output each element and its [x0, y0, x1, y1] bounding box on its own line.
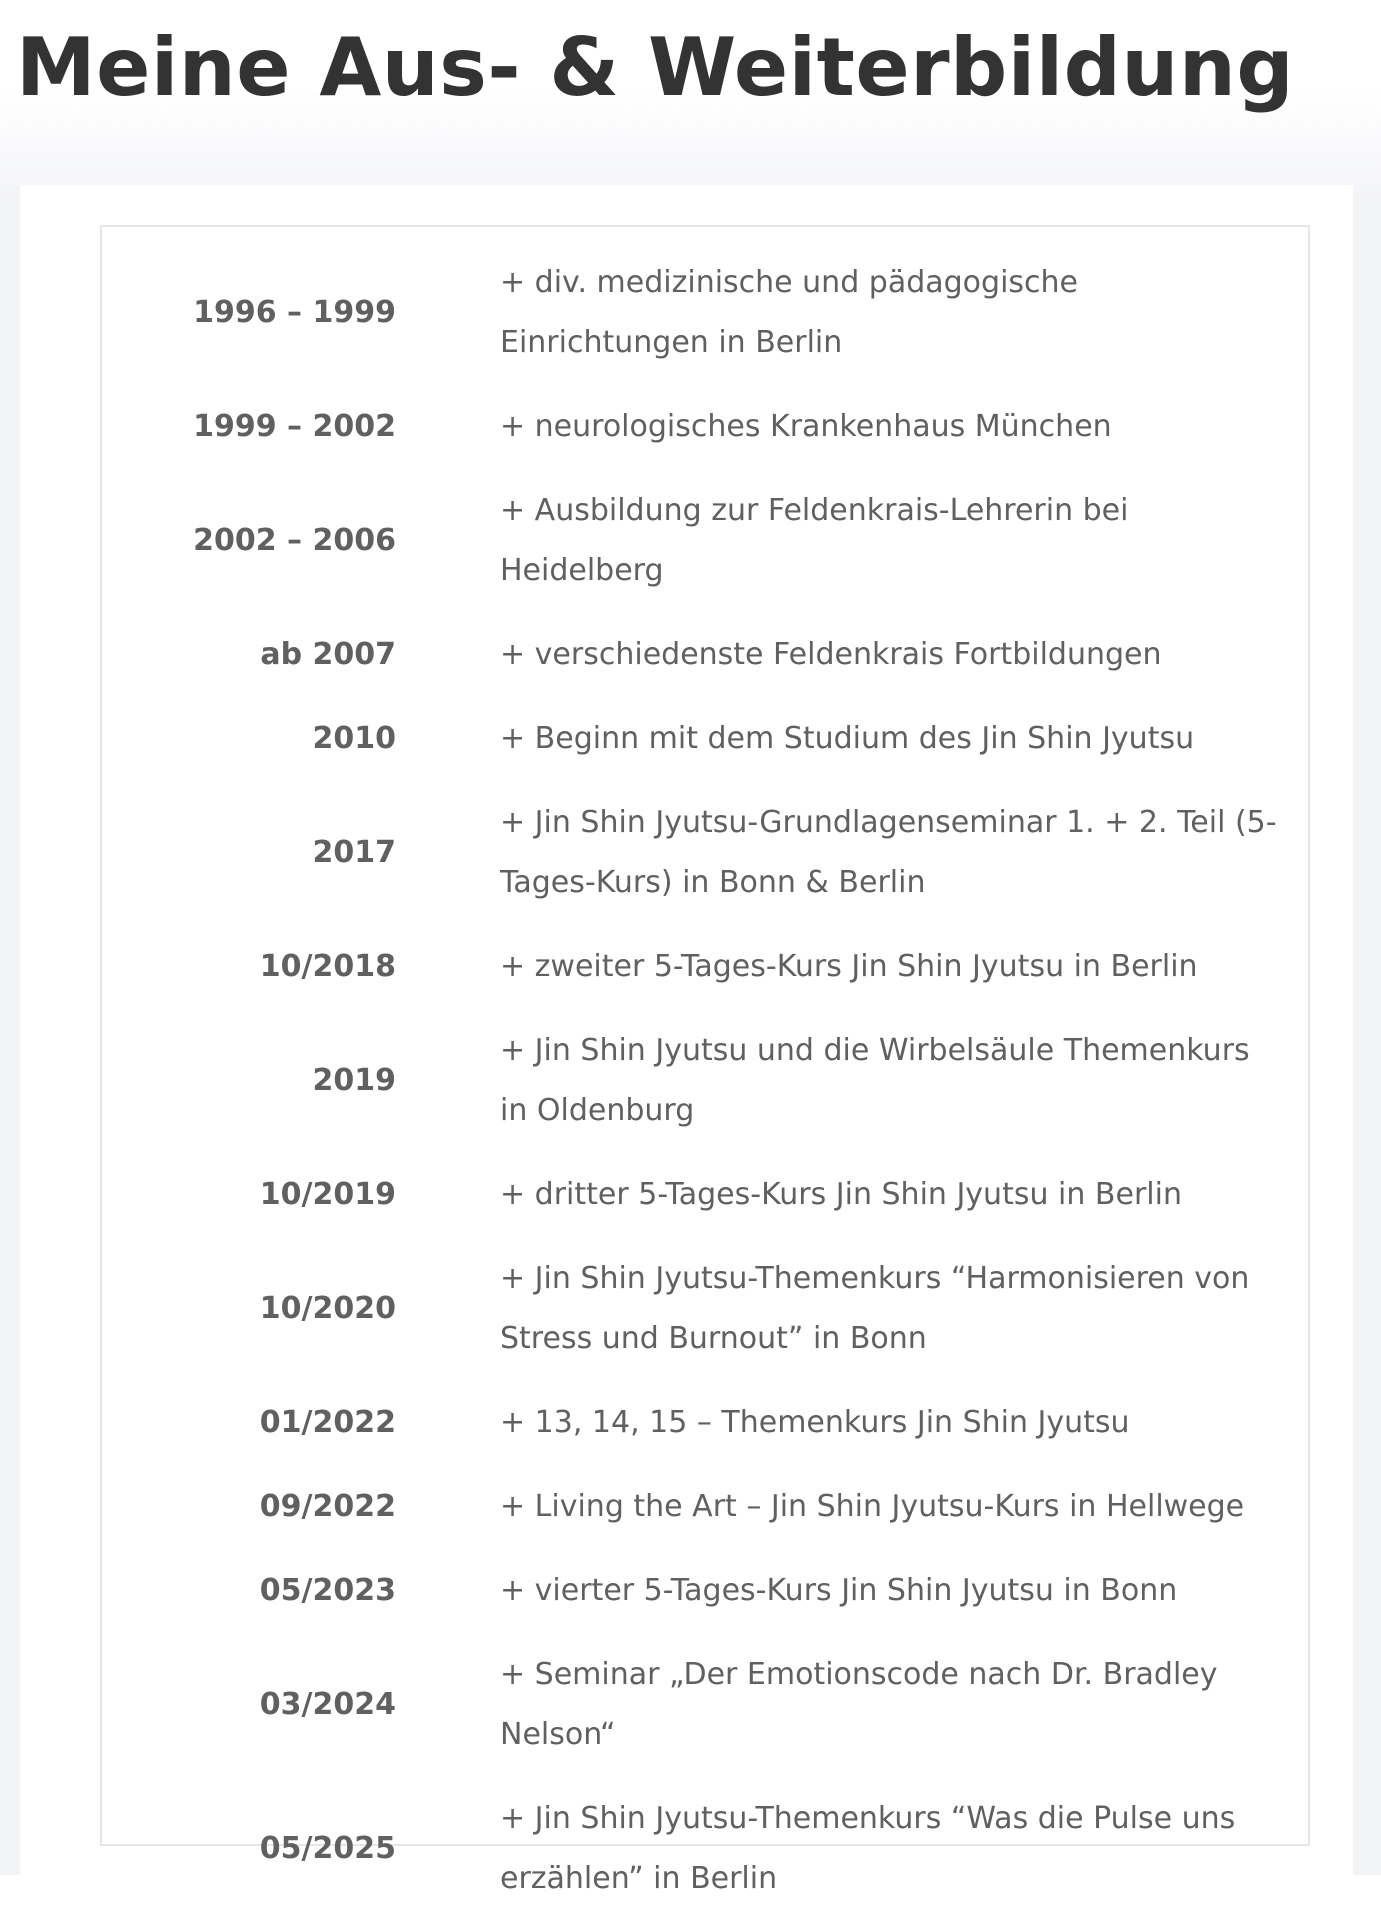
row-description: + verschiedenste Feldenkrais Fortbildungen — [500, 637, 1162, 672]
table-row — [102, 1465, 1308, 1549]
row-date: 03/2024 — [259, 1687, 396, 1722]
row-description: + Beginn mit dem Studium des Jin Shin Jyutsu — [500, 721, 1195, 756]
row-description: + zweiter 5-Tages-Kurs Jin Shin Jyutsu in Berlin — [500, 949, 1198, 984]
row-date: ab 2007 — [260, 637, 396, 672]
table-row — [102, 1009, 1308, 1153]
row-description: + Jin Shin Jyutsu-Themenkurs “Harmonisieren von Stress und Burnout” in Bonn — [500, 1261, 1250, 1356]
table-row — [102, 613, 1308, 697]
row-description: + Living the Art – Jin Shin Jyutsu-Kurs in Hellwege — [500, 1489, 1245, 1524]
row-date: 2010 — [312, 721, 396, 756]
row-date: 01/2022 — [259, 1405, 396, 1440]
table-row — [102, 469, 1308, 613]
row-description: + Ausbildung zur Feldenkrais-Lehrerin bei Heidelberg — [500, 493, 1129, 588]
table-row — [102, 241, 1308, 385]
row-description: + Jin Shin Jyutsu-Grundlagenseminar 1. + 2. Teil (5-Tages-Kurs) in Bonn & Berlin — [500, 805, 1277, 900]
row-description: + dritter 5-Tages-Kurs Jin Shin Jyutsu in Berlin — [500, 1177, 1182, 1212]
table-row — [102, 1153, 1308, 1237]
row-date: 10/2020 — [259, 1291, 396, 1326]
row-description: + 13, 14, 15 – Themenkurs Jin Shin Jyutsu — [500, 1405, 1130, 1440]
row-date: 1999 – 2002 — [193, 409, 396, 444]
table-row — [102, 1633, 1308, 1777]
row-date: 09/2022 — [259, 1489, 396, 1524]
education-rows — [102, 241, 1308, 1921]
row-description: + Seminar „Der Emotionscode nach Dr. Bradley Nelson“ — [500, 1657, 1218, 1752]
row-date: 2019 — [312, 1063, 396, 1098]
table-row — [102, 781, 1308, 925]
row-description: + vierter 5-Tages-Kurs Jin Shin Jyutsu in Bonn — [500, 1573, 1178, 1608]
table-row — [102, 1237, 1308, 1381]
table-row — [102, 925, 1308, 1009]
row-date: 2002 – 2006 — [193, 523, 396, 558]
table-row — [102, 697, 1308, 781]
row-date: 05/2025 — [259, 1831, 396, 1866]
education-table — [100, 225, 1310, 1896]
education-card — [20, 185, 1353, 1896]
row-date: 1996 – 1999 — [193, 295, 396, 330]
row-date: 10/2019 — [259, 1177, 396, 1212]
row-description: + Jin Shin Jyutsu-Themenkurs “Was die Pulse uns erzählen” in Berlin — [500, 1801, 1236, 1896]
page-title: Meine Aus- & Weiterbildung — [16, 21, 1295, 114]
table-row — [102, 1549, 1308, 1633]
table-row — [102, 1777, 1308, 1921]
row-date: 2017 — [312, 835, 396, 870]
row-description: + Jin Shin Jyutsu und die Wirbelsäule Themenkurs in Oldenburg — [500, 1033, 1250, 1128]
row-description: + neurologisches Krankenhaus München — [500, 409, 1112, 444]
table-row — [102, 1381, 1308, 1465]
row-description: + div. medizinische und pädagogische Einrichtungen in Berlin — [500, 265, 1078, 360]
row-date: 05/2023 — [259, 1573, 396, 1608]
table-row — [102, 385, 1308, 469]
row-date: 10/2018 — [259, 949, 396, 984]
